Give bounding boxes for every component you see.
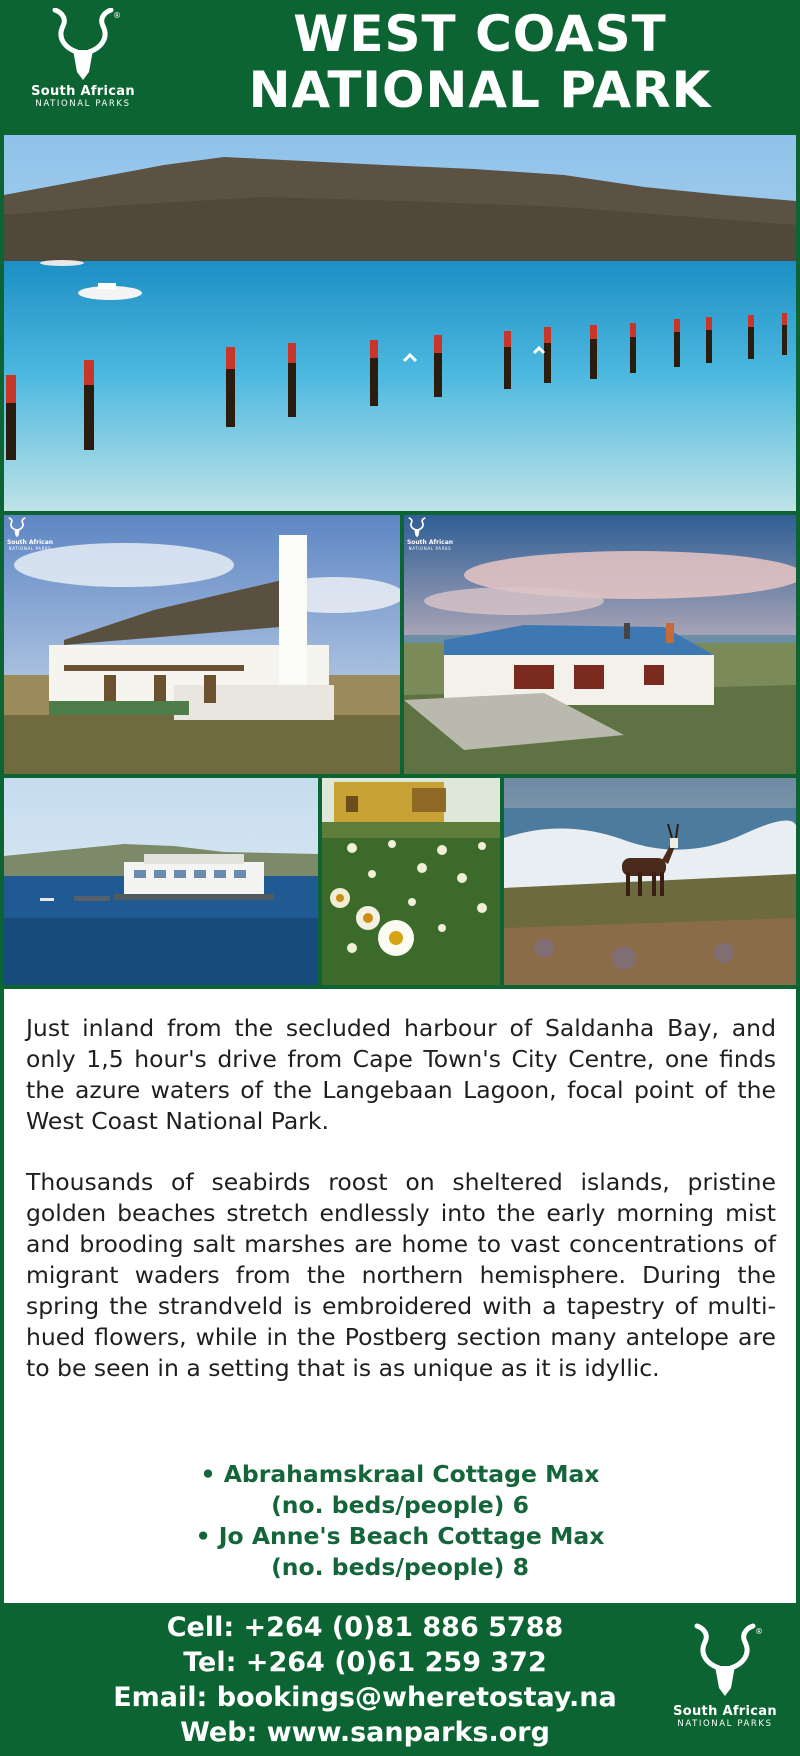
accommodation-name: • Abrahamskraal Cottage Max: [200, 1460, 600, 1488]
wildlife-paragraph: Thousands of seabirds roost on sheltered islands, pristine golden beaches stretch endlessly into the early morning mist and brooding salt marshes are home to vast concentrations of migrant waders from the northern hemisphere. During the spring the strandveld is embroidered with a tapestry of multi-hued flowers, while in the Postberg section many antelope are to be seen in a setting that is as unique as it is idyllic.: [26, 1168, 776, 1382]
lagoon-with-poles-icon: [4, 135, 796, 511]
title-line1: WEST COAST: [293, 5, 667, 63]
photo-houseboat: [4, 778, 318, 985]
houseboat-icon: [4, 778, 318, 985]
cell-number[interactable]: Cell: +264 (0)81 886 5788: [166, 1612, 564, 1643]
contact-footer: [0, 1606, 800, 1756]
logo-text-line2: NATIONAL PARKS: [35, 99, 131, 109]
kudu-head-icon: [406, 517, 428, 539]
photo-antelope: [504, 778, 796, 985]
photo-watermark-logo: South African NATIONAL PARKS: [406, 517, 454, 551]
title-line2: NATIONAL PARK: [248, 61, 712, 119]
description-section: [4, 989, 796, 1603]
photo-blue-roof-cottage: [404, 515, 796, 774]
svg-text:®: ®: [755, 1627, 763, 1636]
accommodation-list: [4, 1459, 796, 1583]
logo-text-line1: South African: [31, 84, 135, 99]
bontebok-on-coast-icon: [504, 778, 796, 985]
photo-lagoon: [4, 135, 796, 511]
accommodation-capacity: (no. beds/people) 6: [271, 1491, 529, 1519]
header-banner: [0, 0, 800, 133]
kudu-head-icon: [685, 1620, 765, 1704]
kudu-head-icon: [6, 517, 28, 539]
logo-text-line2: NATIONAL PARKS: [677, 1719, 773, 1729]
logo-text-line1: South African: [673, 1704, 777, 1719]
accommodation-capacity: (no. beds/people) 8: [271, 1553, 529, 1581]
page-title: [180, 6, 780, 118]
photo-watermark-logo: South African NATIONAL PARKS: [6, 517, 54, 551]
tel-number[interactable]: Tel: +264 (0)61 259 372: [183, 1647, 547, 1678]
email-link[interactable]: Email: bookings@wheretostay.na: [113, 1682, 617, 1713]
svg-text:®: ®: [113, 11, 121, 20]
daisy-flowers-icon: [322, 778, 500, 985]
kudu-head-icon: [43, 8, 123, 84]
white-thatched-cottage-icon: [4, 515, 400, 774]
website-link[interactable]: Web: www.sanparks.org: [180, 1717, 550, 1748]
contact-details: [60, 1610, 670, 1750]
photo-flowers: [322, 778, 500, 985]
accommodation-name: • Jo Anne's Beach Cottage Max: [195, 1522, 605, 1550]
list-item: [4, 1521, 796, 1583]
intro-paragraph: Just inland from the secluded harbour of Saldanha Bay, and only 1,5 hour's drive from Cape Town's City Centre, one finds the azure waters of the Langebaan Lagoon, focal point of the West Coast National Park.: [26, 1014, 776, 1135]
sanparks-logo: [18, 8, 148, 110]
blue-roof-cottage-icon: [404, 515, 796, 774]
photo-thatched-cottage: [4, 515, 400, 774]
list-item: [4, 1459, 796, 1521]
sanparks-logo: [660, 1620, 790, 1730]
